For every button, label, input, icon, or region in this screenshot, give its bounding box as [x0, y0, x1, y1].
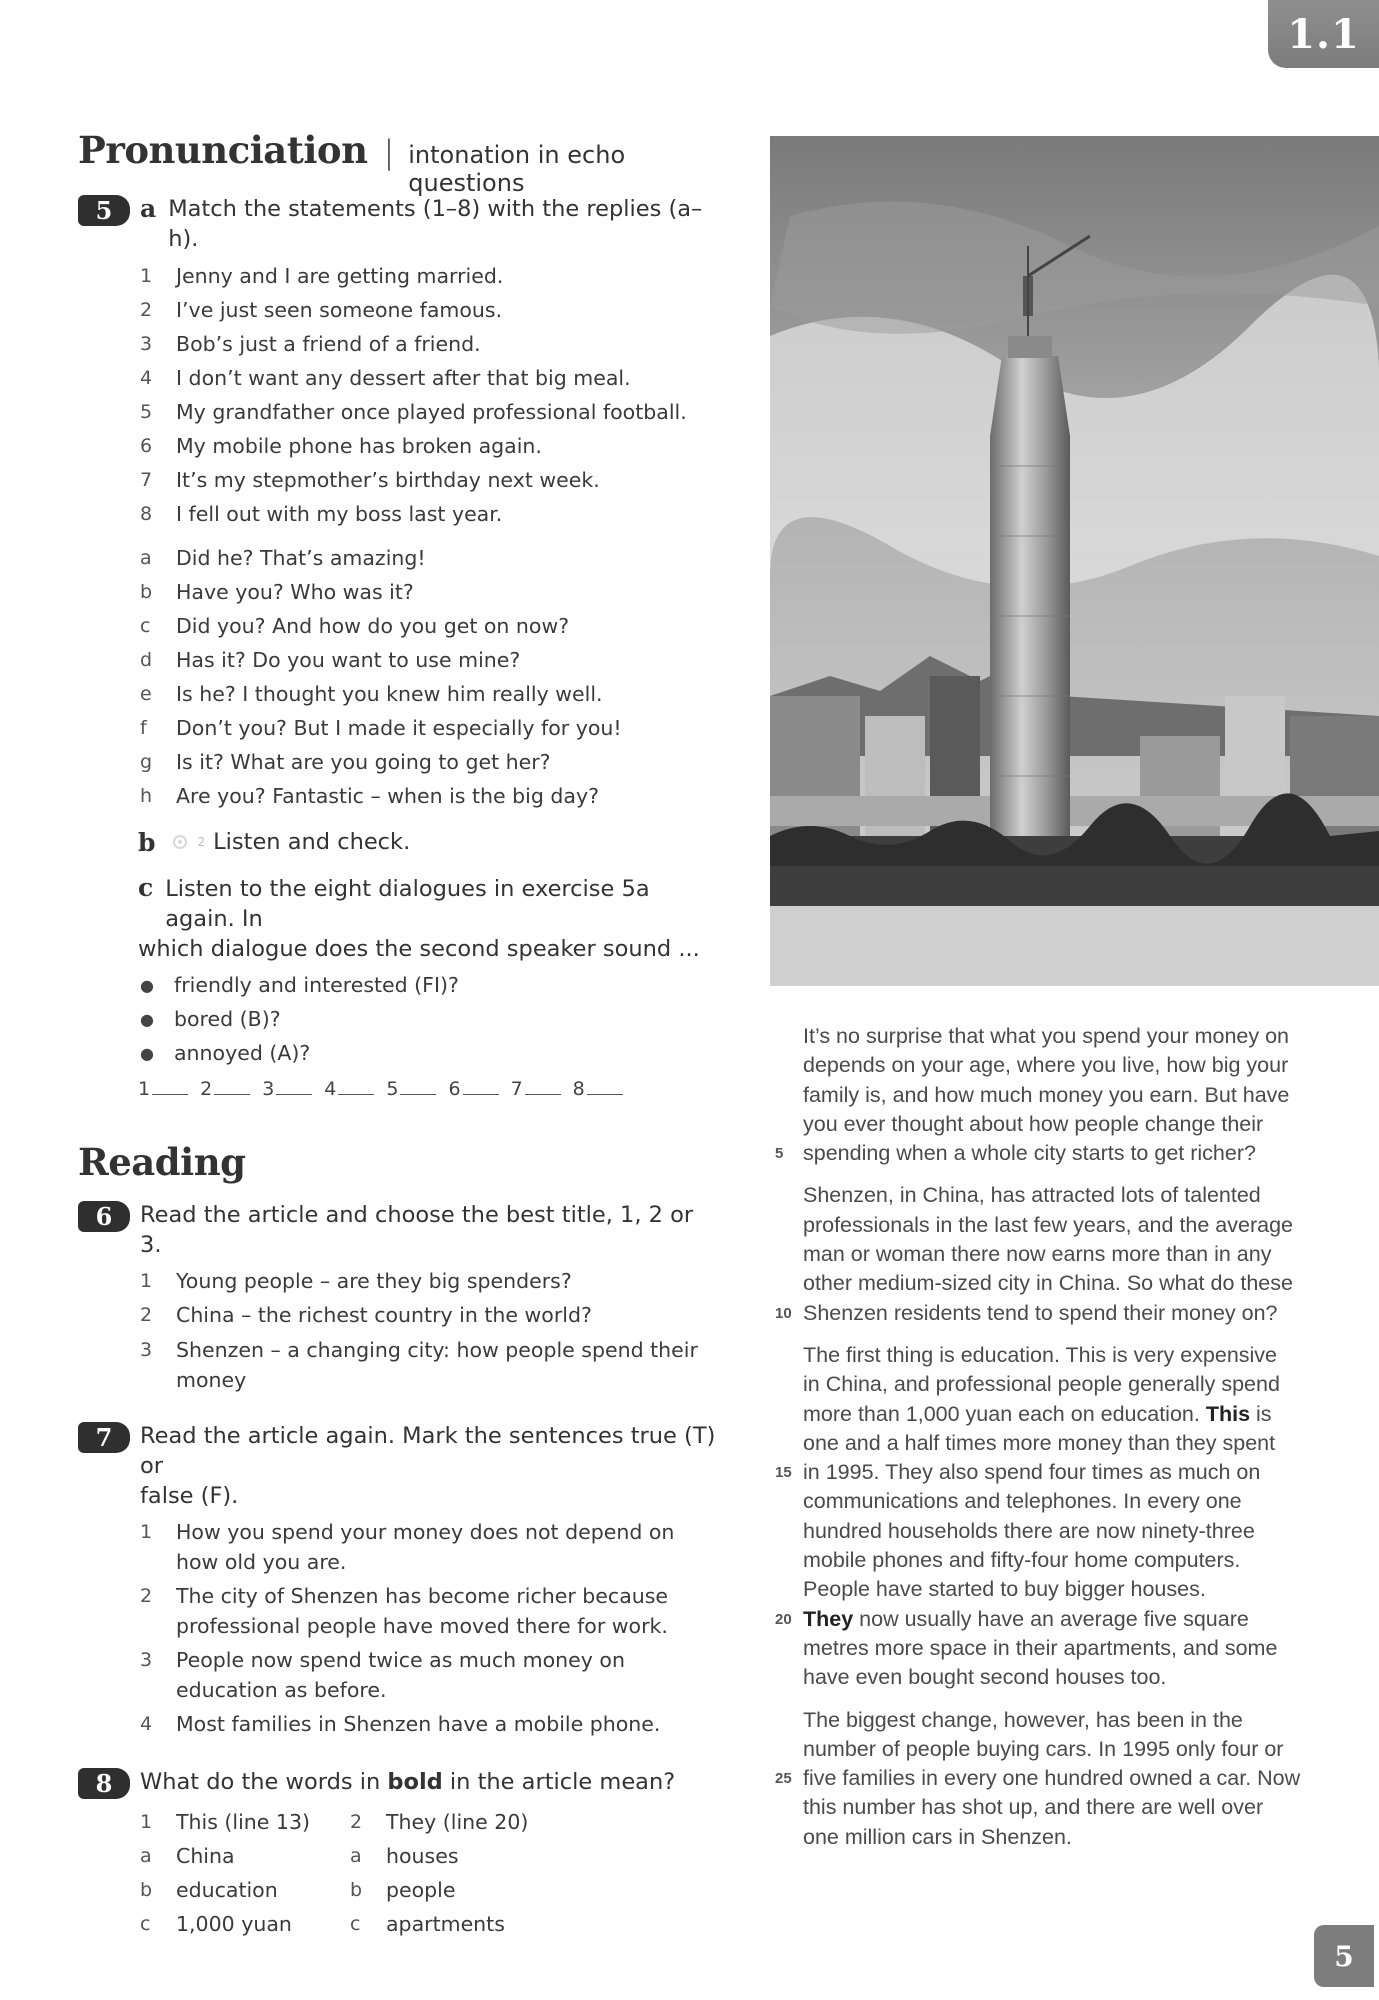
exercise-letter: a	[140, 194, 157, 223]
item-number: 2	[140, 1585, 153, 1607]
answer-slot[interactable]: 2	[200, 1078, 250, 1100]
article-line: one and a half times more money than they spent	[803, 1430, 1276, 1455]
item-number: 2	[140, 299, 153, 321]
item-number: 1	[140, 1270, 153, 1292]
item-letter: a	[140, 547, 152, 569]
list-item: c apartments	[350, 1912, 505, 1936]
bold-word-they: They	[803, 1606, 854, 1631]
list-item	[78, 1581, 718, 1641]
item-text: annoyed (A)?	[174, 1041, 311, 1065]
bold-word-this: This	[1205, 1401, 1251, 1426]
exercise-number-badge: 6	[78, 1201, 130, 1232]
article-line: one million cars in Shenzen.	[803, 1824, 1072, 1849]
item-text: I’ve just seen someone famous.	[176, 298, 503, 322]
article-line: The first thing is education. This is very expensive	[803, 1342, 1278, 1367]
line-number: 15	[775, 1464, 792, 1482]
list-item	[78, 1709, 718, 1739]
answer-slot[interactable]: 3	[262, 1078, 312, 1100]
list-item	[78, 259, 718, 293]
item-text: My mobile phone has broken again.	[176, 434, 542, 458]
item-number: 3	[140, 333, 153, 355]
item-letter: b	[140, 581, 153, 603]
list-item	[78, 1264, 718, 1298]
article-line: more than 1,000 yuan each on education. This is	[803, 1401, 1272, 1426]
article-line: this number has shot up, and there are well over	[803, 1795, 1264, 1820]
item-text: Shenzen – a changing city: how people spend their	[176, 1338, 698, 1362]
article-line: man or woman there now earns more than in any	[803, 1242, 1272, 1267]
list-item	[78, 1645, 718, 1705]
list-item	[78, 395, 718, 429]
item-number: 3	[140, 1339, 153, 1361]
pronunciation-subheading: intonation in echo questions	[408, 141, 626, 197]
item-text: Young people – are they big spenders?	[176, 1269, 572, 1293]
item-text: I don’t want any dessert after that big meal.	[176, 366, 631, 390]
item-number: 3	[140, 1649, 153, 1671]
list-item	[78, 575, 718, 609]
word-column-1	[78, 1805, 350, 1941]
list-item	[78, 1298, 718, 1332]
list-item	[78, 968, 718, 1002]
item-text: Have you? Who was it?	[176, 580, 414, 604]
item-text: How you spend your money does not depend on	[176, 1520, 675, 1544]
article-paragraph-1	[770, 1022, 1350, 1168]
item-text: It’s my stepmother’s birthday next week.	[176, 468, 600, 492]
item-text: Bob’s just a friend of a friend.	[176, 332, 481, 356]
item-letter: c	[140, 615, 151, 637]
item-letter: d	[140, 649, 153, 671]
word-head: 2 They (line 20)	[350, 1810, 529, 1834]
item-letter: g	[140, 751, 153, 773]
list-item	[78, 1332, 718, 1395]
item-number: 1	[140, 265, 153, 287]
article-line: family is, and how much money you earn. But have	[803, 1082, 1290, 1107]
exercise-instruction: Listen and check.	[213, 829, 411, 855]
article-line: have even bought second houses too.	[803, 1665, 1167, 1690]
item-text: My grandfather once played professional football.	[176, 400, 687, 424]
exercise-instruction-cont: false (F).	[140, 1483, 239, 1509]
article-paragraph-2	[770, 1181, 1350, 1327]
item-letter: f	[140, 717, 147, 739]
exercise-instruction: Match the statements (1–8) with the replies (a–h).	[168, 196, 703, 252]
list-item	[78, 779, 718, 813]
article-line: 15 in 1995. They also spend four times as much on	[770, 1458, 1350, 1487]
item-text: Is he? I thought you knew him really well.	[176, 682, 603, 706]
list-item: b education	[140, 1878, 278, 1902]
exercise-instruction-cont: which dialogue does the second speaker sound ...	[138, 936, 700, 962]
item-number: 1	[140, 1521, 153, 1543]
unit-tab: 1.1	[1268, 0, 1379, 68]
statements-list	[78, 259, 718, 531]
item-text: Most families in Shenzen have a mobile phone.	[176, 1712, 661, 1736]
exercise-letter: b	[138, 827, 156, 857]
exercise-number-badge: 5	[78, 195, 130, 226]
item-number: 8	[140, 503, 153, 525]
list-item	[78, 541, 718, 575]
track-number: 2	[197, 835, 206, 849]
list-item	[78, 745, 718, 779]
article-line: mobile phones and fifty-four home computers.	[803, 1548, 1241, 1573]
list-item	[78, 1036, 718, 1070]
article-line: 20 They now usually have an average five square	[770, 1605, 1350, 1634]
item-text: Is it? What are you going to get her?	[176, 750, 551, 774]
item-text: friendly and interested (FI)?	[174, 973, 459, 997]
item-number: 7	[140, 469, 153, 491]
article-line: 5 spending when a whole city starts to get richer?	[770, 1139, 1350, 1168]
list-item	[78, 711, 718, 745]
exercise-5b	[78, 825, 718, 859]
word-column-2	[350, 1805, 528, 1941]
answer-slot[interactable]: 7	[511, 1078, 561, 1100]
bullet-icon: ●	[140, 975, 154, 995]
article-line: in China, and professional people generally spend	[803, 1372, 1280, 1397]
list-item	[78, 429, 718, 463]
item-text-cont: money	[176, 1368, 247, 1392]
answer-blanks	[78, 1078, 718, 1100]
item-text: China – the richest country in the world?	[176, 1303, 592, 1327]
list-item	[78, 1002, 718, 1036]
exercises-column	[78, 128, 718, 1941]
exercise-letter: c	[138, 873, 154, 902]
article-line: The biggest change, however, has been in the	[803, 1707, 1243, 1732]
exercise-number-badge: 8	[78, 1768, 130, 1799]
article-line: People have started to buy bigger houses.	[803, 1577, 1206, 1602]
article-line: you ever thought about how people change their	[803, 1111, 1264, 1136]
item-text: Did he? That’s amazing!	[176, 546, 426, 570]
page-number: 5	[1314, 1925, 1374, 1987]
item-letter: e	[140, 683, 152, 705]
bold-word: bold	[387, 1769, 443, 1795]
exercise-instruction: Listen to the eight dialogues in exercise 5a again. In	[165, 876, 650, 932]
pronunciation-header	[78, 128, 718, 197]
answer-slot[interactable]: 5	[386, 1078, 436, 1100]
answer-slot[interactable]: 6	[448, 1078, 498, 1100]
line-number: 20	[775, 1610, 792, 1628]
item-text-cont: professional people have moved there for work.	[176, 1614, 668, 1638]
article-line: hundred households there are now ninety-three	[803, 1518, 1255, 1543]
list-item	[78, 609, 718, 643]
list-item	[78, 327, 718, 361]
exercise-8	[78, 1767, 718, 1799]
list-item: c 1,000 yuan	[140, 1912, 292, 1936]
item-text-cont: education as before.	[176, 1678, 387, 1702]
item-text: Did you? And how do you get on now?	[176, 614, 570, 638]
replies-list	[78, 541, 718, 813]
list-item	[78, 677, 718, 711]
list-item	[78, 1517, 718, 1577]
article-line: Shenzen, in China, has attracted lots of talented	[803, 1183, 1261, 1208]
article-line: number of people buying cars. In 1995 only four or	[803, 1736, 1284, 1761]
bullet-list	[78, 968, 718, 1070]
item-text-cont: how old you are.	[176, 1550, 347, 1574]
item-number: 5	[140, 401, 153, 423]
article-line: 25 five families in every one hundred owned a car. Now	[770, 1764, 1350, 1793]
audio-track-icon[interactable]	[171, 833, 205, 851]
article-line: It’s no surprise that what you spend your money on	[803, 1024, 1290, 1048]
answer-slot[interactable]: 8	[573, 1078, 623, 1100]
item-text: People now spend twice as much money on	[176, 1648, 625, 1672]
exercise-5c	[78, 873, 718, 964]
list-item	[78, 497, 718, 531]
exercise-5a	[78, 194, 718, 254]
skyscraper-photo	[770, 136, 1379, 1002]
pronunciation-heading: Pronunciation	[78, 128, 368, 172]
list-item	[78, 293, 718, 327]
item-text: bored (B)?	[174, 1007, 281, 1031]
item-text: Don’t you? But I made it especially for you!	[176, 716, 622, 740]
exercise-instruction: Read the article and choose the best title, 1, 2 or 3.	[140, 1202, 694, 1258]
exercise-instruction: What do the words in bold in the article mean?	[140, 1769, 676, 1795]
true-false-list	[78, 1517, 718, 1739]
item-text: The city of Shenzen has become richer because	[176, 1584, 669, 1608]
article-line: professionals in the last few years, and the average	[803, 1212, 1294, 1237]
article-line: 10 Shenzen residents tend to spend their money on?	[770, 1299, 1350, 1328]
heading-divider: |	[383, 133, 395, 171]
exercise-7	[78, 1421, 718, 1511]
list-item	[78, 361, 718, 395]
bullet-icon: ●	[140, 1009, 154, 1029]
exercise-instruction: Read the article again. Mark the sentences true (T) or	[140, 1423, 716, 1479]
article-line: depends on your age, where you live, how big your	[803, 1053, 1289, 1078]
answer-slot[interactable]: 4	[324, 1078, 374, 1100]
list-item: a houses	[350, 1844, 459, 1868]
title-options-list	[78, 1264, 718, 1395]
item-number: 4	[140, 367, 153, 389]
word-meaning-columns	[78, 1805, 718, 1941]
line-number: 25	[775, 1770, 792, 1788]
exercise-6	[78, 1200, 718, 1260]
list-item: a China	[140, 1844, 235, 1868]
reading-heading: Reading	[78, 1140, 246, 1184]
article-line: metres more space in their apartments, and some	[803, 1635, 1278, 1660]
list-item	[78, 463, 718, 497]
bullet-icon: ●	[140, 1043, 154, 1063]
item-number: 2	[140, 1304, 153, 1326]
answer-slot[interactable]: 1	[138, 1078, 188, 1100]
line-number: 10	[775, 1304, 792, 1322]
item-text: I fell out with my boss last year.	[176, 502, 503, 526]
article-paragraph-3	[770, 1341, 1350, 1693]
article-text	[770, 1022, 1350, 1852]
list-item: b people	[350, 1878, 456, 1902]
list-item	[78, 643, 718, 677]
item-text: Are you? Fantastic – when is the big day?	[176, 784, 599, 808]
item-number: 6	[140, 435, 153, 457]
line-number: 5	[775, 1145, 784, 1163]
article-line: communications and telephones. In every one	[803, 1489, 1242, 1514]
article-paragraph-4	[770, 1706, 1350, 1852]
item-letter: h	[140, 785, 153, 807]
word-head: 1 This (line 13)	[140, 1810, 311, 1834]
exercise-number-badge: 7	[78, 1422, 130, 1453]
item-text: Jenny and I are getting married.	[176, 264, 504, 288]
item-number: 4	[140, 1713, 153, 1735]
item-text: Has it? Do you want to use mine?	[176, 648, 521, 672]
article-line: other medium-sized city in China. So what do these	[803, 1271, 1293, 1296]
